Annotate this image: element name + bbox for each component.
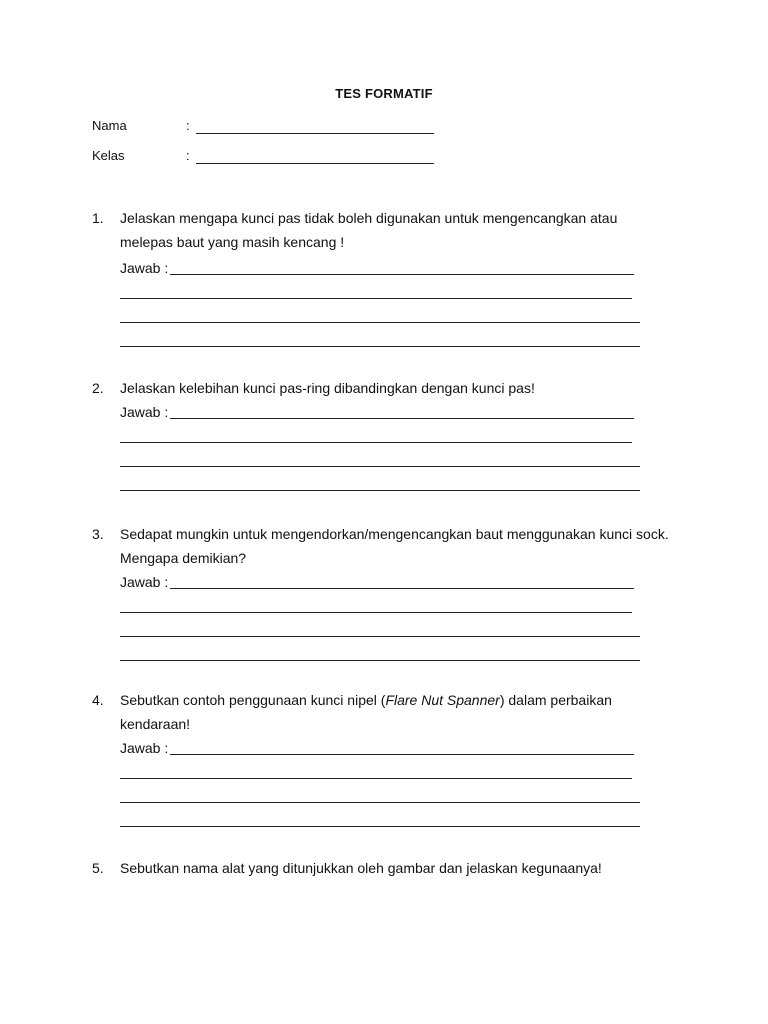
question-number: 1. [92,210,104,226]
question-text [120,522,680,570]
question-italic-term: Flare Nut Spanner [385,692,500,708]
name-colon: : [186,118,190,133]
name-label: Nama [92,118,127,133]
answer-line[interactable] [120,612,632,613]
question-text-line: melepas baut yang masih kencang ! [120,234,345,250]
answer-line[interactable] [120,778,632,779]
answer-line[interactable] [170,754,634,755]
answer-line[interactable] [120,466,640,467]
answer-label: Jawab : [120,574,169,590]
answer-line[interactable] [120,442,632,443]
answer-line[interactable] [170,588,634,589]
question-text-line: Sebutkan nama alat yang ditunjukkan oleh gambar dan jelaskan kegunaanya! [120,860,602,876]
question-text-line: Jelaskan kelebihan kunci pas-ring dibandingkan dengan kunci pas! [120,380,535,396]
answer-line[interactable] [120,298,632,299]
question-text-line: Jelaskan mengapa kunci pas tidak boleh digunakan untuk mengencangkan atau [120,210,618,226]
answer-line[interactable] [170,274,634,275]
answer-line[interactable] [120,802,640,803]
question-text-segment: ) dalam perbaikan [499,692,612,708]
answer-line[interactable] [170,418,634,419]
answer-label: Jawab : [120,740,169,756]
question-number: 5. [92,860,104,876]
name-blank-line[interactable] [196,133,434,134]
class-label: Kelas [92,148,125,163]
answer-line[interactable] [120,346,640,347]
question-text-line [120,688,680,712]
page-title: TES FORMATIF [335,86,433,101]
answer-line[interactable] [120,322,640,323]
answer-label: Jawab : [120,260,169,276]
question-text [120,856,680,880]
answer-line[interactable] [120,660,640,661]
question-text [120,688,680,736]
class-colon: : [186,148,190,163]
question-text [120,376,680,400]
answer-line[interactable] [120,826,640,827]
question-number: 4. [92,692,104,708]
question-text-line: Sedapat mungkin untuk mengendorkan/mengencangkan baut menggunakan kunci sock. [120,526,669,542]
question-text-segment: Sebutkan contoh penggunaan kunci nipel ( [120,692,386,708]
question-number: 3. [92,526,104,542]
question-text-line: Mengapa demikian? [120,550,247,566]
question-text-line: kendaraan! [120,716,191,732]
answer-line[interactable] [120,636,640,637]
answer-line[interactable] [120,490,640,491]
question-text [120,206,680,254]
question-number: 2. [92,380,104,396]
answer-label: Jawab : [120,404,169,420]
class-blank-line[interactable] [196,163,434,164]
